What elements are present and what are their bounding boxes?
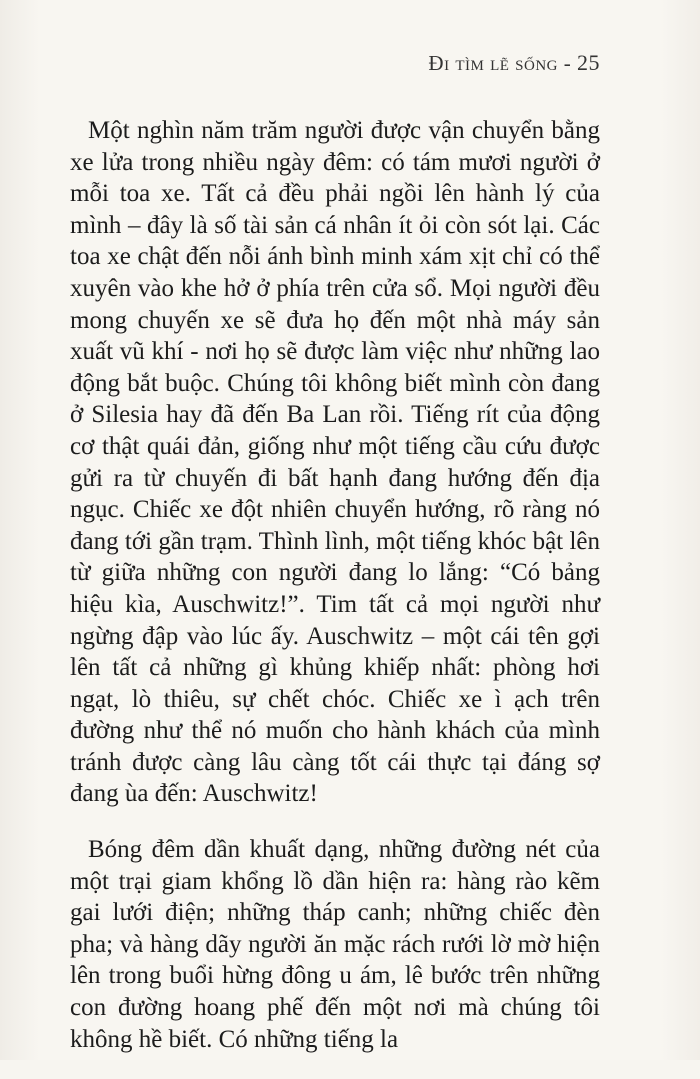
running-header: [428, 50, 600, 76]
body-text: [70, 115, 600, 1079]
paragraph-1: Một nghìn năm trăm người được vận chuyển bằng xe lửa trong nhiều ngày đêm: có tám mươi người ở mỗi toa xe. Tất cả đều phải ngồi lên hành lý của mình – đây là số tài sản cá nhân ít ỏi còn sót lại. Các toa xe chật đến nỗi ánh bình minh xám xịt chỉ có thể xuyên vào khe hở ở phía trên cửa sổ. Mọi người đều mong chuyến xe sẽ đưa họ đến một nhà máy sản xuất vũ khí - nơi họ sẽ được làm việc như những lao động bắt buộc. Chúng tôi không biết mình còn đang ở Silesia hay đã đến Ba Lan rồi. Tiếng rít của động cơ thật quái đản, giống như một tiếng cầu cứu được gửi ra từ chuyến đi bất hạnh đang hướng đến địa ngục. Chiếc xe đột nhiên chuyển hướng, rõ ràng nó đang tới gần trạm. Thình lình, một tiếng khóc bật lên từ giữa những con người đang lo lắng: “Có bảng hiệu kìa, Auschwitz!”. Tim tất cả mọi người như ngừng đập vào lúc ấy. Auschwitz – một cái tên gợi lên tất cả những gì khủng khiếp nhất: phòng hơi ngạt, lò thiêu, sự chết chóc. Chiếc xe ì ạch trên đường như thể nó muốn cho hành khách của mình tránh được càng lâu càng tốt cái thực tại đáng sợ đang ùa đến: Auschwitz!: [70, 117, 600, 808]
page-number: 25: [577, 50, 600, 75]
header-separator: -: [558, 51, 577, 75]
paragraph-2: Bóng đêm dần khuất dạng, những đường nét của một trại giam khổng lồ dần hiện ra: hàng rào kẽm gai lưới điện; những tháp canh; những chiếc đèn pha; và hàng dãy người ăn mặc rách rưới lờ mờ hiện lên trong buổi hừng đông u ám, lê bước trên những con đường hoang phế đến một nơi mà chúng tôi không hề biết. Có những tiếng la: [70, 836, 600, 1053]
book-title: Đi tìm lẽ sống: [428, 51, 558, 75]
